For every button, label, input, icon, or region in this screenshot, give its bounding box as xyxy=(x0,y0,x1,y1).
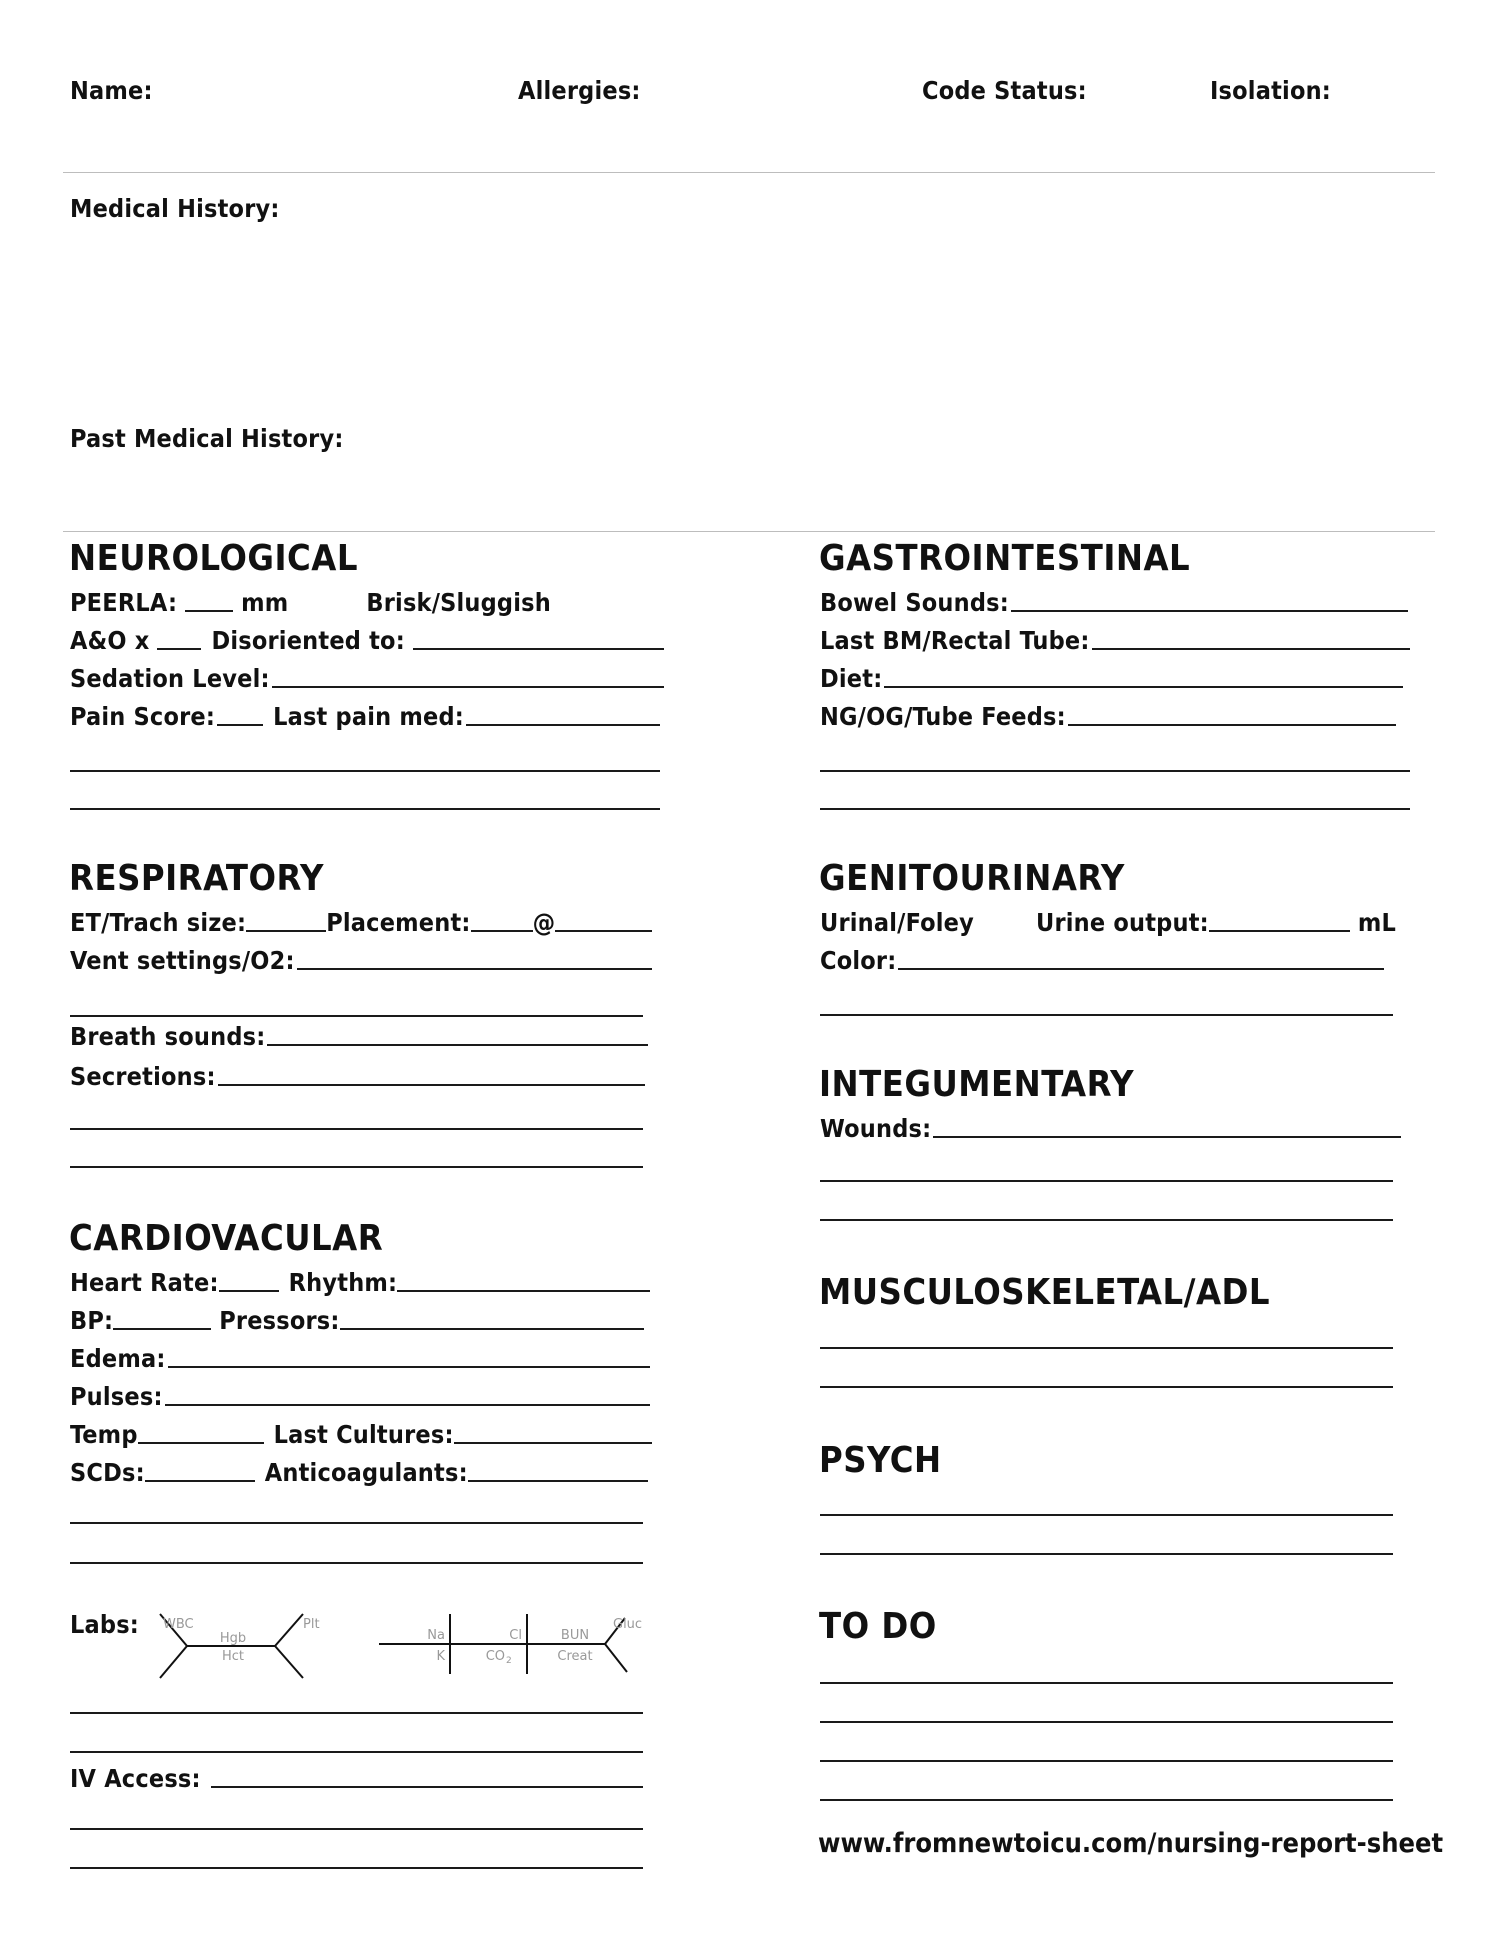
bp-row xyxy=(70,1306,644,1335)
co2-subscript: 2 xyxy=(506,1656,512,1666)
edema-label: Edema: xyxy=(70,1344,166,1373)
resp-note-line[interactable] xyxy=(70,1128,643,1130)
disoriented-label: Disoriented to: xyxy=(211,626,405,655)
hr-row xyxy=(70,1268,650,1297)
ng-og-tube-feeds-label: NG/OG/Tube Feeds: xyxy=(820,702,1066,731)
pulses-blank[interactable] xyxy=(165,1404,650,1406)
iv-note-line[interactable] xyxy=(70,1867,643,1869)
integumentary-heading: INTEGUMENTARY xyxy=(819,1064,1135,1105)
secretions-label: Secretions: xyxy=(70,1062,216,1091)
todo-line[interactable] xyxy=(820,1721,1393,1723)
cardio-note-line[interactable] xyxy=(70,1522,643,1524)
co2-label: CO xyxy=(485,1649,505,1664)
genitourinary-heading: GENITOURINARY xyxy=(819,858,1125,899)
isolation-label: Isolation: xyxy=(1210,76,1332,105)
vent-settings-label: Vent settings/O2: xyxy=(70,946,295,975)
et-row xyxy=(70,908,652,937)
pressors-blank[interactable] xyxy=(340,1328,644,1330)
last-cultures-blank[interactable] xyxy=(454,1442,652,1444)
urinal-foley-label: Urinal/Foley xyxy=(820,908,974,937)
psych-note-line[interactable] xyxy=(820,1553,1393,1555)
anticoagulants-label: Anticoagulants: xyxy=(264,1458,468,1487)
gastrointestinal-heading: GASTROINTESTINAL xyxy=(819,538,1191,579)
ao-row xyxy=(70,626,664,655)
iv-access-blank[interactable] xyxy=(211,1786,643,1788)
bowel-sounds-label: Bowel Sounds: xyxy=(820,588,1009,617)
temp-blank[interactable] xyxy=(138,1442,264,1444)
last-bm-label: Last BM/Rectal Tube: xyxy=(820,626,1090,655)
diet-field xyxy=(820,664,1403,693)
resp-note-line[interactable] xyxy=(70,1166,643,1168)
na-label: Na xyxy=(427,1628,445,1643)
breath-field xyxy=(70,1022,648,1051)
last-cultures-label: Last Cultures: xyxy=(273,1420,454,1449)
gi-note-line[interactable] xyxy=(820,808,1410,810)
musculoskeletal-adl-heading: MUSCULOSKELETAL/ADL xyxy=(819,1272,1271,1313)
bmp-fishbone-diagram xyxy=(375,1604,645,1684)
medical-history-label: Medical History: xyxy=(70,194,280,223)
psych-heading: PSYCH xyxy=(819,1440,942,1481)
hgb-label: Hgb xyxy=(219,1631,247,1646)
color-label: Color: xyxy=(820,946,897,975)
pulses-label: Pulses: xyxy=(70,1382,163,1411)
ng-og-tube-feeds-blank[interactable] xyxy=(1068,724,1396,726)
wounds-field xyxy=(820,1114,1401,1143)
gluc-label: Gluc xyxy=(613,1617,643,1632)
et-size-label: ET/Trach size: xyxy=(70,908,247,937)
urine-row xyxy=(820,908,1396,937)
todo-line[interactable] xyxy=(820,1799,1393,1801)
vent-field xyxy=(70,946,652,975)
pain-row xyxy=(70,702,660,731)
cbc-fishbone-diagram xyxy=(155,1606,325,1684)
edema-blank[interactable] xyxy=(168,1366,650,1368)
bp-blank[interactable] xyxy=(113,1328,211,1330)
pain-score-label: Pain Score: xyxy=(70,702,216,731)
labs-note-line[interactable] xyxy=(70,1751,643,1753)
psych-note-line[interactable] xyxy=(820,1514,1393,1516)
temp-row xyxy=(70,1420,652,1449)
urine-output-label: Urine output: xyxy=(1036,908,1209,937)
diet-label: Diet: xyxy=(820,664,883,693)
color-field xyxy=(820,946,1384,975)
ml-unit-label: mL xyxy=(1357,908,1396,937)
hct-label: Hct xyxy=(221,1649,245,1664)
peerla-blank[interactable] xyxy=(185,610,233,612)
breath-sounds-label: Breath sounds: xyxy=(70,1022,266,1051)
allergies-label: Allergies: xyxy=(518,76,641,105)
cl-label: Cl xyxy=(509,1628,522,1643)
brisk-sluggish-label: Brisk/Sluggish xyxy=(366,588,551,617)
neuro-note-line[interactable] xyxy=(70,808,660,810)
pulses-field xyxy=(70,1382,650,1411)
sedation-label: Sedation Level: xyxy=(70,664,270,693)
scds-row xyxy=(70,1458,648,1487)
todo-line[interactable] xyxy=(820,1682,1393,1684)
labs-label: Labs: xyxy=(70,1610,139,1639)
last-bm-field xyxy=(820,626,1410,655)
last-pain-med-label: Last pain med: xyxy=(273,702,464,731)
peerla-row xyxy=(70,588,551,617)
ao-blank[interactable] xyxy=(157,648,201,650)
gi-note-line[interactable] xyxy=(820,770,1410,772)
scds-blank[interactable] xyxy=(145,1480,255,1482)
disoriented-blank[interactable] xyxy=(413,648,664,650)
bowel-field xyxy=(820,588,1408,617)
neurological-heading: NEUROLOGICAL xyxy=(69,538,358,579)
last-bm-blank[interactable] xyxy=(1092,648,1410,650)
rhythm-label: Rhythm: xyxy=(288,1268,398,1297)
history-divider xyxy=(63,531,1435,532)
resp-note-line[interactable] xyxy=(70,1015,643,1017)
wounds-label: Wounds: xyxy=(820,1114,932,1143)
labs-note-line[interactable] xyxy=(70,1712,643,1714)
bowel-sounds-blank[interactable] xyxy=(1011,610,1408,612)
integ-note-line[interactable] xyxy=(820,1180,1393,1182)
vent-settings-blank[interactable] xyxy=(297,968,652,970)
wounds-blank[interactable] xyxy=(933,1136,1401,1138)
k-label: K xyxy=(436,1649,445,1664)
diet-blank[interactable] xyxy=(884,686,1403,688)
mm-label: mm xyxy=(241,588,289,617)
secretions-blank[interactable] xyxy=(218,1084,645,1086)
respiratory-heading: RESPIRATORY xyxy=(69,858,324,899)
pain-score-blank[interactable] xyxy=(217,724,263,726)
et-size-blank[interactable] xyxy=(246,930,326,932)
heart-rate-blank[interactable] xyxy=(219,1290,279,1292)
name-label: Name: xyxy=(70,76,153,105)
heart-rate-label: Heart Rate: xyxy=(70,1268,219,1297)
pressors-label: Pressors: xyxy=(219,1306,340,1335)
footer-url: www.fromnewtoicu.com/nursing-report-sheet xyxy=(818,1828,1444,1859)
todo-heading: TO DO xyxy=(819,1606,937,1647)
ng-field xyxy=(820,702,1396,731)
gu-note-line[interactable] xyxy=(820,1014,1393,1016)
neuro-note-line[interactable] xyxy=(70,770,660,772)
cardiovascular-heading: CARDIOVACULAR xyxy=(69,1218,384,1259)
iv-note-line[interactable] xyxy=(70,1828,643,1830)
plt-label: Plt xyxy=(303,1617,320,1632)
secretions-field xyxy=(70,1062,645,1091)
peerla-label: PEERLA: xyxy=(70,588,178,617)
anticoagulants-blank[interactable] xyxy=(468,1480,648,1482)
breath-sounds-blank[interactable] xyxy=(267,1044,648,1046)
urine-output-blank[interactable] xyxy=(1209,930,1350,932)
iv-access-label: IV Access: xyxy=(70,1764,201,1793)
temp-label: Temp xyxy=(70,1420,138,1449)
header-divider xyxy=(63,172,1435,173)
rhythm-blank[interactable] xyxy=(397,1290,650,1292)
placement-depth-blank[interactable] xyxy=(555,930,652,932)
at-label: @ xyxy=(532,908,556,937)
msk-note-line[interactable] xyxy=(820,1386,1393,1388)
msk-note-line[interactable] xyxy=(820,1347,1393,1349)
placement-blank[interactable] xyxy=(471,930,533,932)
bun-label: BUN xyxy=(560,1628,590,1643)
edema-field xyxy=(70,1344,650,1373)
cardio-note-line[interactable] xyxy=(70,1562,643,1564)
bp-label: BP: xyxy=(70,1306,114,1335)
integ-note-line[interactable] xyxy=(820,1219,1393,1221)
last-pain-med-blank[interactable] xyxy=(466,724,660,726)
color-blank[interactable] xyxy=(898,968,1384,970)
scds-label: SCDs: xyxy=(70,1458,145,1487)
iv-field xyxy=(70,1764,643,1793)
ao-label: A&O x xyxy=(70,626,150,655)
code-status-label: Code Status: xyxy=(922,76,1087,105)
todo-line[interactable] xyxy=(820,1760,1393,1762)
wbc-label: WBC xyxy=(163,1617,194,1632)
sedation-field xyxy=(70,664,664,693)
past-medical-history-label: Past Medical History: xyxy=(70,424,344,453)
creat-label: Creat xyxy=(557,1649,593,1664)
placement-label: Placement: xyxy=(326,908,471,937)
sedation-blank[interactable] xyxy=(272,686,664,688)
